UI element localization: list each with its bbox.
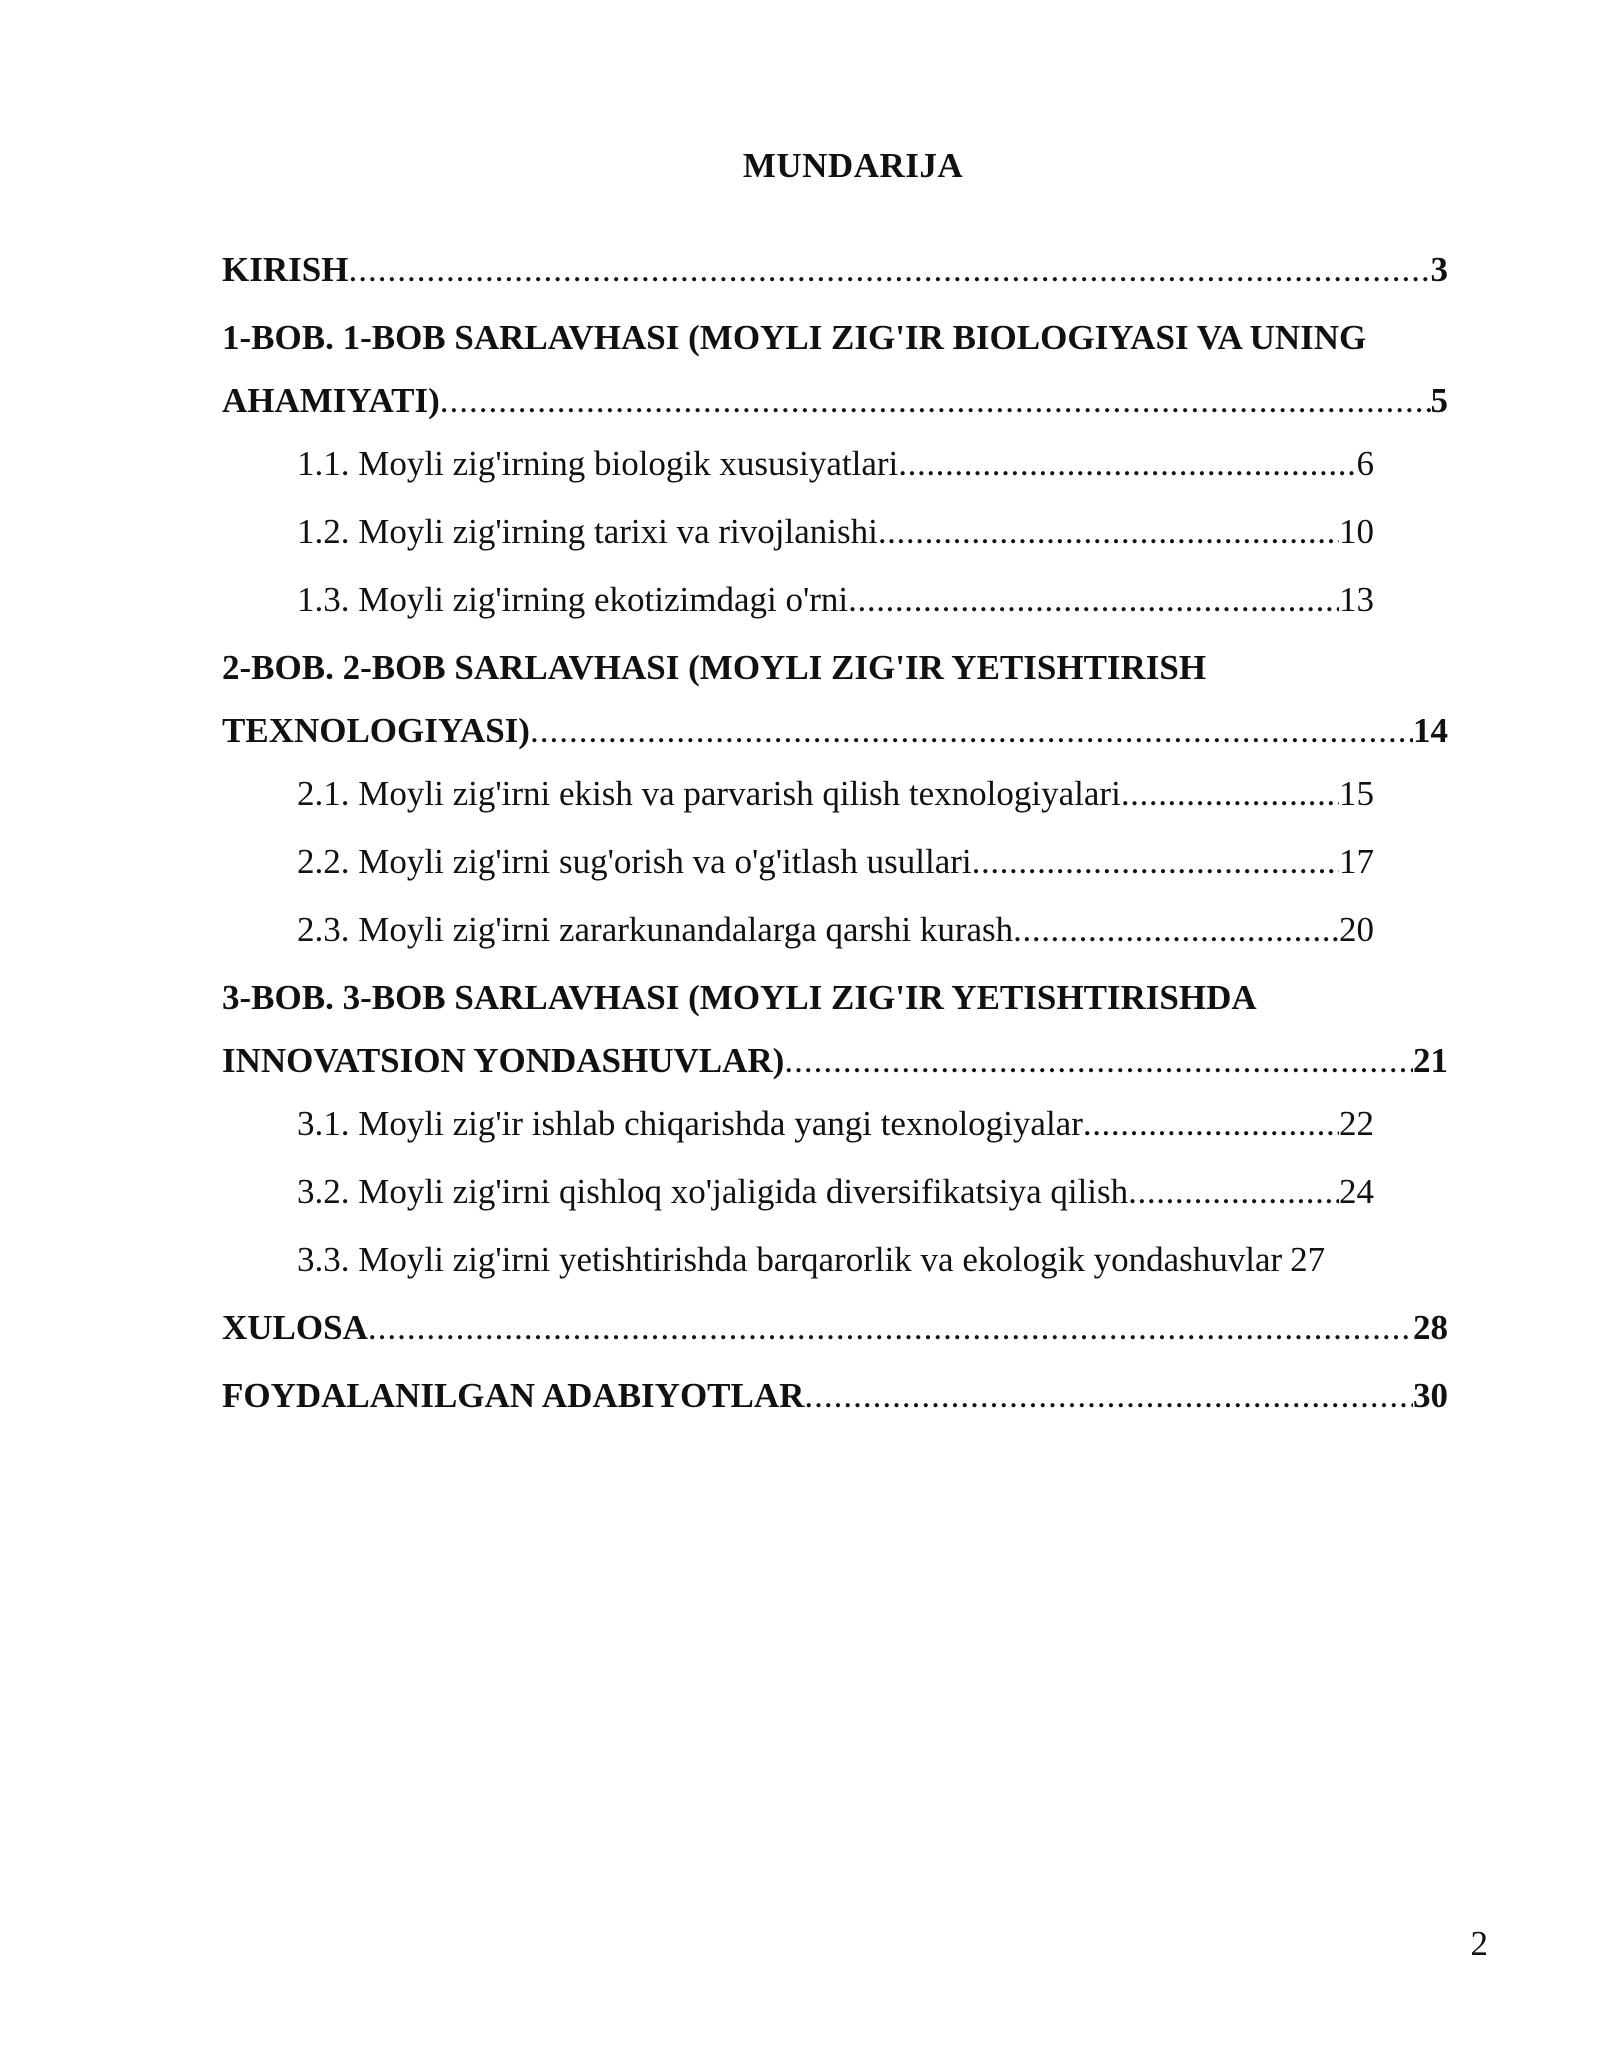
table-of-contents	[222, 238, 1448, 1432]
toc-entry-section-3-2[interactable]	[297, 1160, 1374, 1223]
toc-entry-title: 1.3. Moyli zig'irning ekotizimdagi o'rni	[297, 580, 849, 619]
dot-leader	[1013, 898, 1339, 961]
toc-entry-section-3-3[interactable]	[297, 1228, 1374, 1291]
dot-leader	[972, 830, 1339, 893]
toc-entry-page: 20	[1339, 910, 1374, 949]
toc-entry-section-2-3[interactable]	[297, 898, 1374, 961]
toc-entry-title: AHAMIYATI)	[222, 381, 440, 420]
toc-entry-title: 2.1. Moyli zig'irni ekish va parvarish qilish texnologiyalari	[297, 774, 1121, 813]
dot-leader	[440, 369, 1431, 432]
toc-entry-page: 14	[1413, 711, 1448, 750]
toc-entry-page: 22	[1339, 1104, 1374, 1143]
dot-leader	[878, 500, 1339, 563]
toc-entry-section-1-1[interactable]	[297, 432, 1374, 495]
toc-entry-page: 3	[1430, 250, 1448, 289]
toc-entry-page: 24	[1339, 1172, 1374, 1211]
toc-entry-chapter-3[interactable]	[222, 966, 1448, 1092]
toc-entry-chapter-1[interactable]	[222, 306, 1448, 432]
toc-entry-title: 3.2. Moyli zig'irni qishloq xo'jaligida diversifikatsiya qilish	[297, 1172, 1129, 1211]
dot-leader	[530, 699, 1413, 762]
dot-leader	[784, 1029, 1413, 1092]
toc-entry-title-line1: 2-BOB. 2-BOB SARLAVHASI (MOYLI ZIG'IR YETISHTIRISH	[222, 648, 1207, 687]
toc-entry-references[interactable]	[222, 1364, 1448, 1427]
toc-entry-page: 28	[1413, 1308, 1448, 1347]
toc-entry-section-2-1[interactable]	[297, 762, 1374, 825]
dot-leader	[368, 1296, 1413, 1359]
toc-entry-title-line1: 1-BOB. 1-BOB SARLAVHASI (MOYLI ZIG'IR BIOLOGIYASI VA UNING	[222, 318, 1367, 357]
toc-entry-title: FOYDALANILGAN ADABIYOTLAR	[222, 1376, 805, 1415]
toc-entry-section-3-1[interactable]	[297, 1092, 1374, 1155]
toc-entry-page: 10	[1339, 512, 1374, 551]
toc-entry-title: 1.2. Moyli zig'irning tarixi va rivojlanishi	[297, 512, 878, 551]
dot-leader	[348, 238, 1430, 301]
toc-entry-title: INNOVATSION YONDASHUVLAR)	[222, 1041, 785, 1080]
toc-entry-section-1-3[interactable]	[297, 568, 1374, 631]
dot-leader	[1128, 1160, 1339, 1223]
toc-entry-xulosa[interactable]	[222, 1296, 1448, 1359]
toc-entry-title: TEXNOLOGIYASI)	[222, 711, 530, 750]
toc-entry-chapter-2[interactable]	[222, 636, 1448, 762]
toc-entry-title-line1: 3-BOB. 3-BOB SARLAVHASI (MOYLI ZIG'IR YETISHTIRISHDA	[222, 978, 1257, 1017]
dot-leader	[848, 568, 1339, 631]
toc-entry-title: 2.3. Moyli zig'irni zararkunandalarga qarshi kurash	[297, 910, 1014, 949]
page-title: MUNDARIJA	[742, 146, 964, 185]
toc-entry-title: 3.1. Moyli zig'ir ishlab chiqarishda yangi texnologiyalar	[297, 1104, 1083, 1143]
page-number: 2	[1470, 1924, 1488, 1963]
toc-entry-section-1-2[interactable]	[297, 500, 1374, 563]
toc-entry-page: 15	[1339, 774, 1374, 813]
toc-entry-title: 2.2. Moyli zig'irni sug'orish va o'g'itlash usullari	[297, 842, 972, 881]
toc-entry-page: 30	[1413, 1376, 1448, 1415]
toc-entry-title: 1.1. Moyli zig'irning biologik xususiyatlari	[297, 444, 899, 483]
toc-entry-page: 21	[1413, 1041, 1448, 1080]
toc-entry-title: 3.3. Moyli zig'irni yetishtirishda barqarorlik va ekologik yondashuvlar	[297, 1240, 1283, 1279]
toc-entry-page: 13	[1339, 580, 1374, 619]
dot-leader	[1121, 762, 1339, 825]
dot-leader	[1083, 1092, 1339, 1155]
toc-entry-title: KIRISH	[222, 250, 349, 289]
toc-entry-title: XULOSA	[222, 1308, 368, 1347]
toc-entry-page: 5	[1430, 381, 1448, 420]
toc-entry-page: 27	[1290, 1240, 1326, 1279]
toc-entry-kirish[interactable]	[222, 238, 1448, 301]
dot-leader	[898, 432, 1356, 495]
toc-entry-page: 6	[1356, 444, 1374, 483]
dot-leader	[804, 1364, 1413, 1427]
toc-entry-page: 17	[1339, 842, 1374, 881]
toc-entry-section-2-2[interactable]	[297, 830, 1374, 893]
